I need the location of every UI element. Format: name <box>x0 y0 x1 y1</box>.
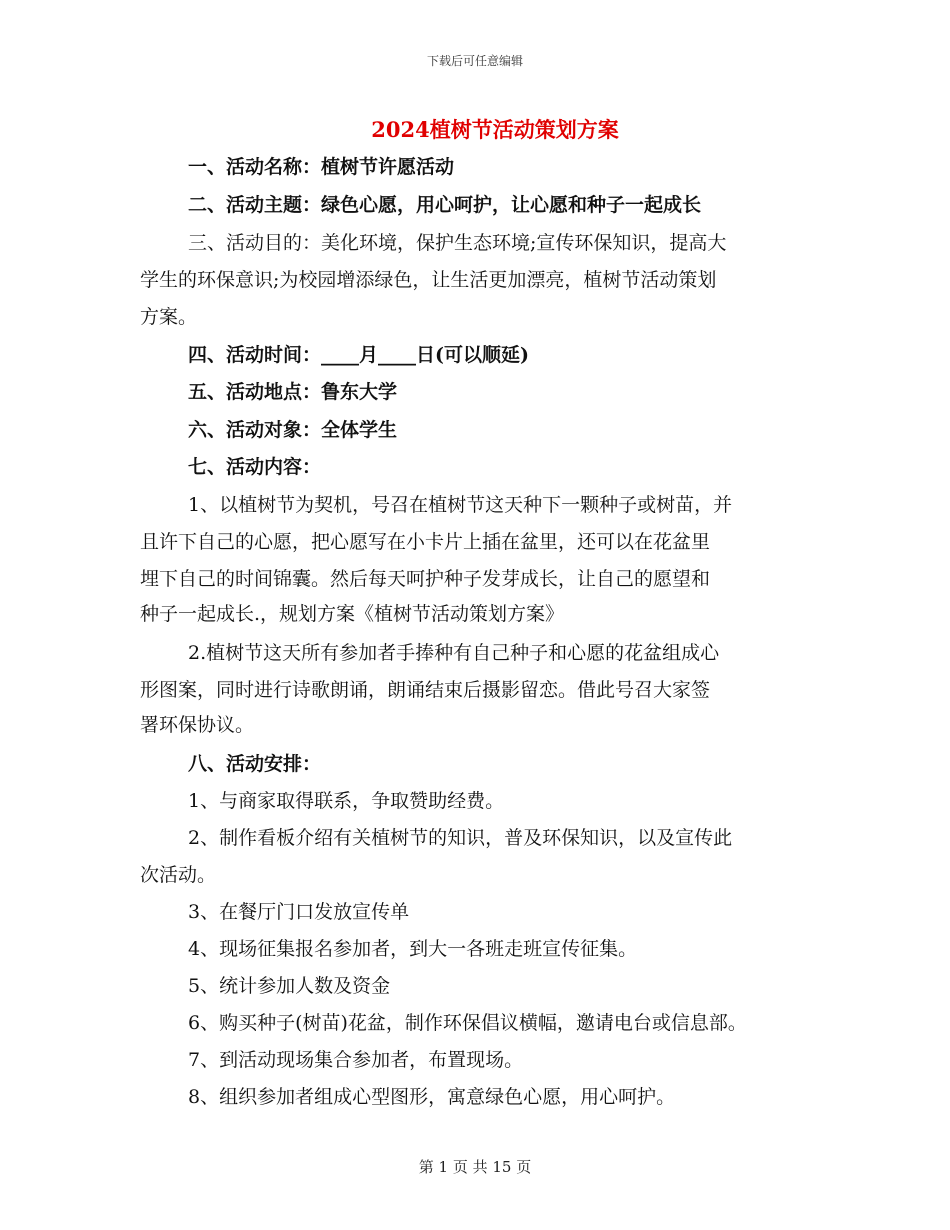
activity-theme: 二、活动主题：绿色心愿，用心呵护，让心愿和种子一起成长 <box>188 194 702 216</box>
page-footer: 第 1 页 共 15 页 <box>418 1158 532 1176</box>
paragraph-line: 署环保协议。 <box>140 714 255 736</box>
activity-purpose: 三、活动目的：美化环境，保护生态环境;宣传环保知识，提高大 <box>188 232 727 254</box>
content-item-2: 2.植树节这天所有参加者手捧种有自己种子和心愿的花盆组成心 <box>188 642 720 664</box>
arrangement-item-6: 6、购买种子(树苗)花盆，制作环保倡议横幅，邀请电台或信息部。 <box>188 1012 747 1034</box>
paragraph-line: 次活动。 <box>140 864 217 886</box>
arrangement-item-4: 4、现场征集报名参加者，到大一各班走班宣传征集。 <box>188 938 638 960</box>
activity-target: 六、活动对象：全体学生 <box>188 419 398 441</box>
arrangement-item-7: 7、到活动现场集合参加者，布置现场。 <box>188 1049 524 1071</box>
paragraph-line: 且许下自己的心愿，把心愿写在小卡片上插在盆里，还可以在花盆里 <box>140 531 711 553</box>
section-heading-content: 七、活动内容： <box>188 456 322 478</box>
paragraph-line: 方案。 <box>140 306 198 328</box>
activity-location: 五、活动地点：鲁东大学 <box>188 381 398 403</box>
arrangement-item-2: 2、制作看板介绍有关植树节的知识，普及环保知识，以及宣传此 <box>188 827 733 849</box>
arrangement-item-1: 1、与商家取得联系，争取赞助经费。 <box>188 790 505 812</box>
activity-time: 四、活动时间：____月____日(可以顺延) <box>188 344 529 366</box>
arrangement-item-8: 8、组织参加者组成心型图形，寓意绿色心愿，用心呵护。 <box>188 1086 676 1108</box>
document-title: 2024植树节活动策划方案 <box>371 117 619 142</box>
paragraph-line: 种子一起成长.，规划方案《植树节活动策划方案》 <box>140 603 565 625</box>
page-header: 下载后可任意编辑 <box>426 54 523 68</box>
paragraph-line: 埋下自己的时间锦囊。然后每天呵护种子发芽成长，让自己的愿望和 <box>140 568 711 590</box>
section-heading-arrangement: 八、活动安排： <box>188 753 322 775</box>
content-item-1: 1、以植树节为契机，号召在植树节这天种下一颗种子或树苗，并 <box>188 494 733 516</box>
arrangement-item-3: 3、在餐厅门口发放宣传单 <box>188 901 410 923</box>
paragraph-line: 形图案，同时进行诗歌朗诵，朗诵结束后摄影留恋。借此号召大家签 <box>140 679 711 701</box>
activity-name: 一、活动名称：植树节许愿活动 <box>188 156 455 178</box>
arrangement-item-5: 5、统计参加人数及资金 <box>188 975 391 997</box>
paragraph-line: 学生的环保意识;为校园增添绿色，让生活更加漂亮，植树节活动策划 <box>140 269 717 291</box>
